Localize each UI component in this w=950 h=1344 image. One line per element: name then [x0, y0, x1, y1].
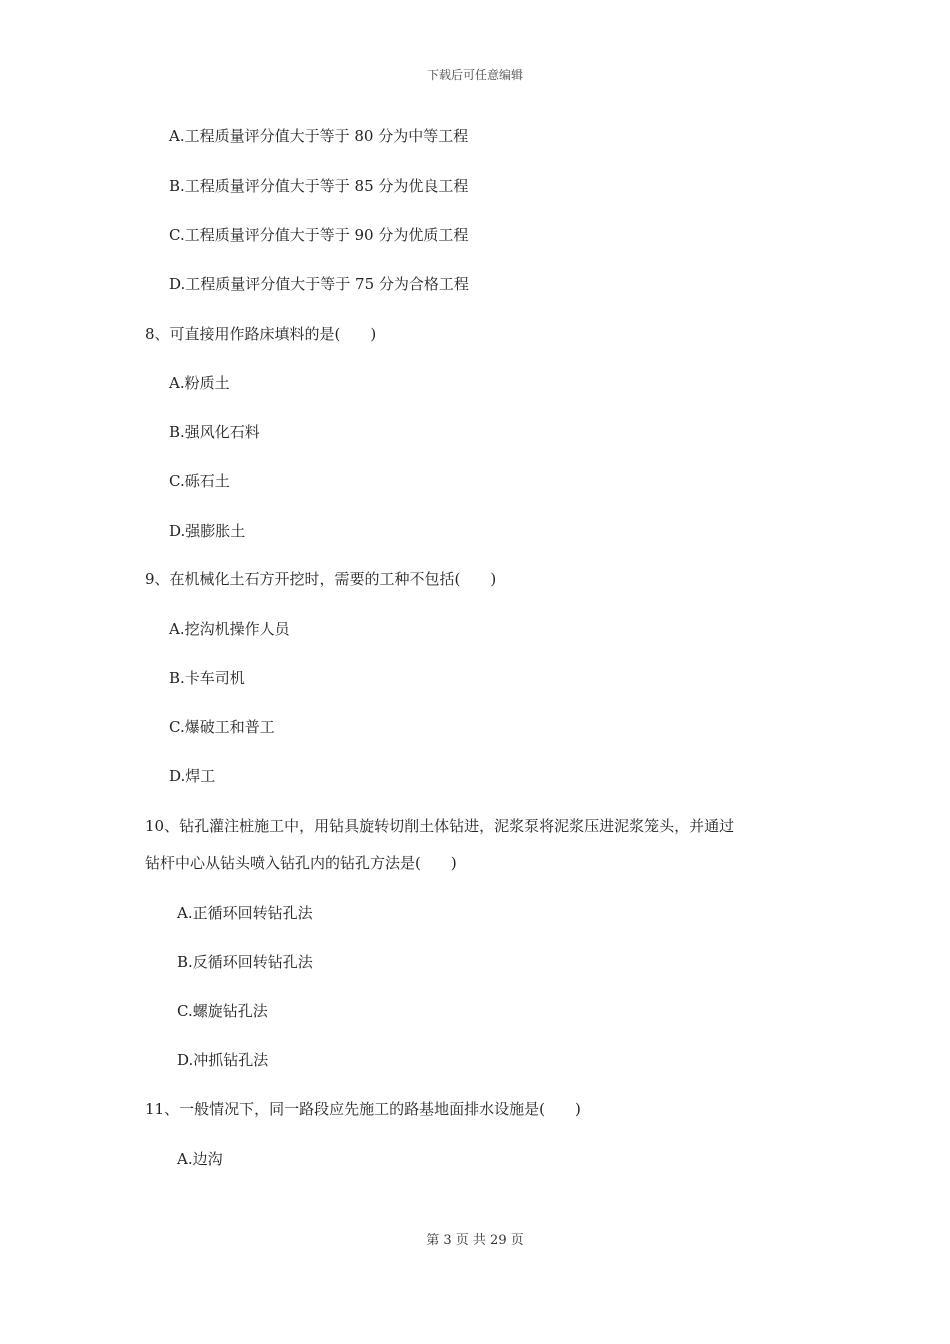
q8-stem: 8、可直接用作路床填料的是( ) — [145, 325, 377, 343]
q9-option-c: C.爆破工和普工 — [169, 718, 275, 736]
q10-option-b: B.反循环回转钻孔法 — [177, 953, 313, 971]
page-footer: 第 3 页 共 29 页 — [426, 1233, 524, 1248]
q7-option-d: D.工程质量评分值大于等于 75 分为合格工程 — [169, 275, 469, 293]
q9-option-b: B.卡车司机 — [169, 669, 245, 687]
q8-option-b: B.强风化石料 — [169, 423, 260, 441]
q9-option-a: A.挖沟机操作人员 — [169, 620, 290, 638]
q10-stem-line2: 钻杆中心从钻头喷入钻孔内的钻孔方法是( ) — [145, 854, 457, 872]
q7-option-a: A.工程质量评分值大于等于 80 分为中等工程 — [169, 127, 469, 145]
q9-stem: 9、在机械化土石方开挖时，需要的工种不包括( ) — [145, 570, 497, 588]
q10-option-a: A.正循环回转钻孔法 — [177, 904, 313, 922]
q8-option-c: C.砾石土 — [169, 472, 230, 490]
q7-option-b: B.工程质量评分值大于等于 85 分为优良工程 — [169, 177, 469, 195]
q8-option-a: A.粉质土 — [169, 374, 230, 392]
q8-option-d: D.强膨胀土 — [169, 522, 246, 540]
q9-option-d: D.焊工 — [169, 767, 216, 785]
q10-option-d: D.冲抓钻孔法 — [177, 1051, 269, 1069]
q11-stem: 11、一般情况下，同一路段应先施工的路基地面排水设施是( ) — [145, 1100, 581, 1118]
page-header: 下载后可任意编辑 — [426, 68, 523, 82]
q10-option-c: C.螺旋钻孔法 — [177, 1002, 268, 1020]
q7-option-c: C.工程质量评分值大于等于 90 分为优质工程 — [169, 226, 469, 244]
q11-option-a: A.边沟 — [177, 1150, 223, 1168]
q10-stem-line1: 10、钻孔灌注桩施工中，用钻具旋转切削土体钻进，泥浆泵将泥浆压进泥浆笼头，并通过 — [145, 817, 735, 835]
